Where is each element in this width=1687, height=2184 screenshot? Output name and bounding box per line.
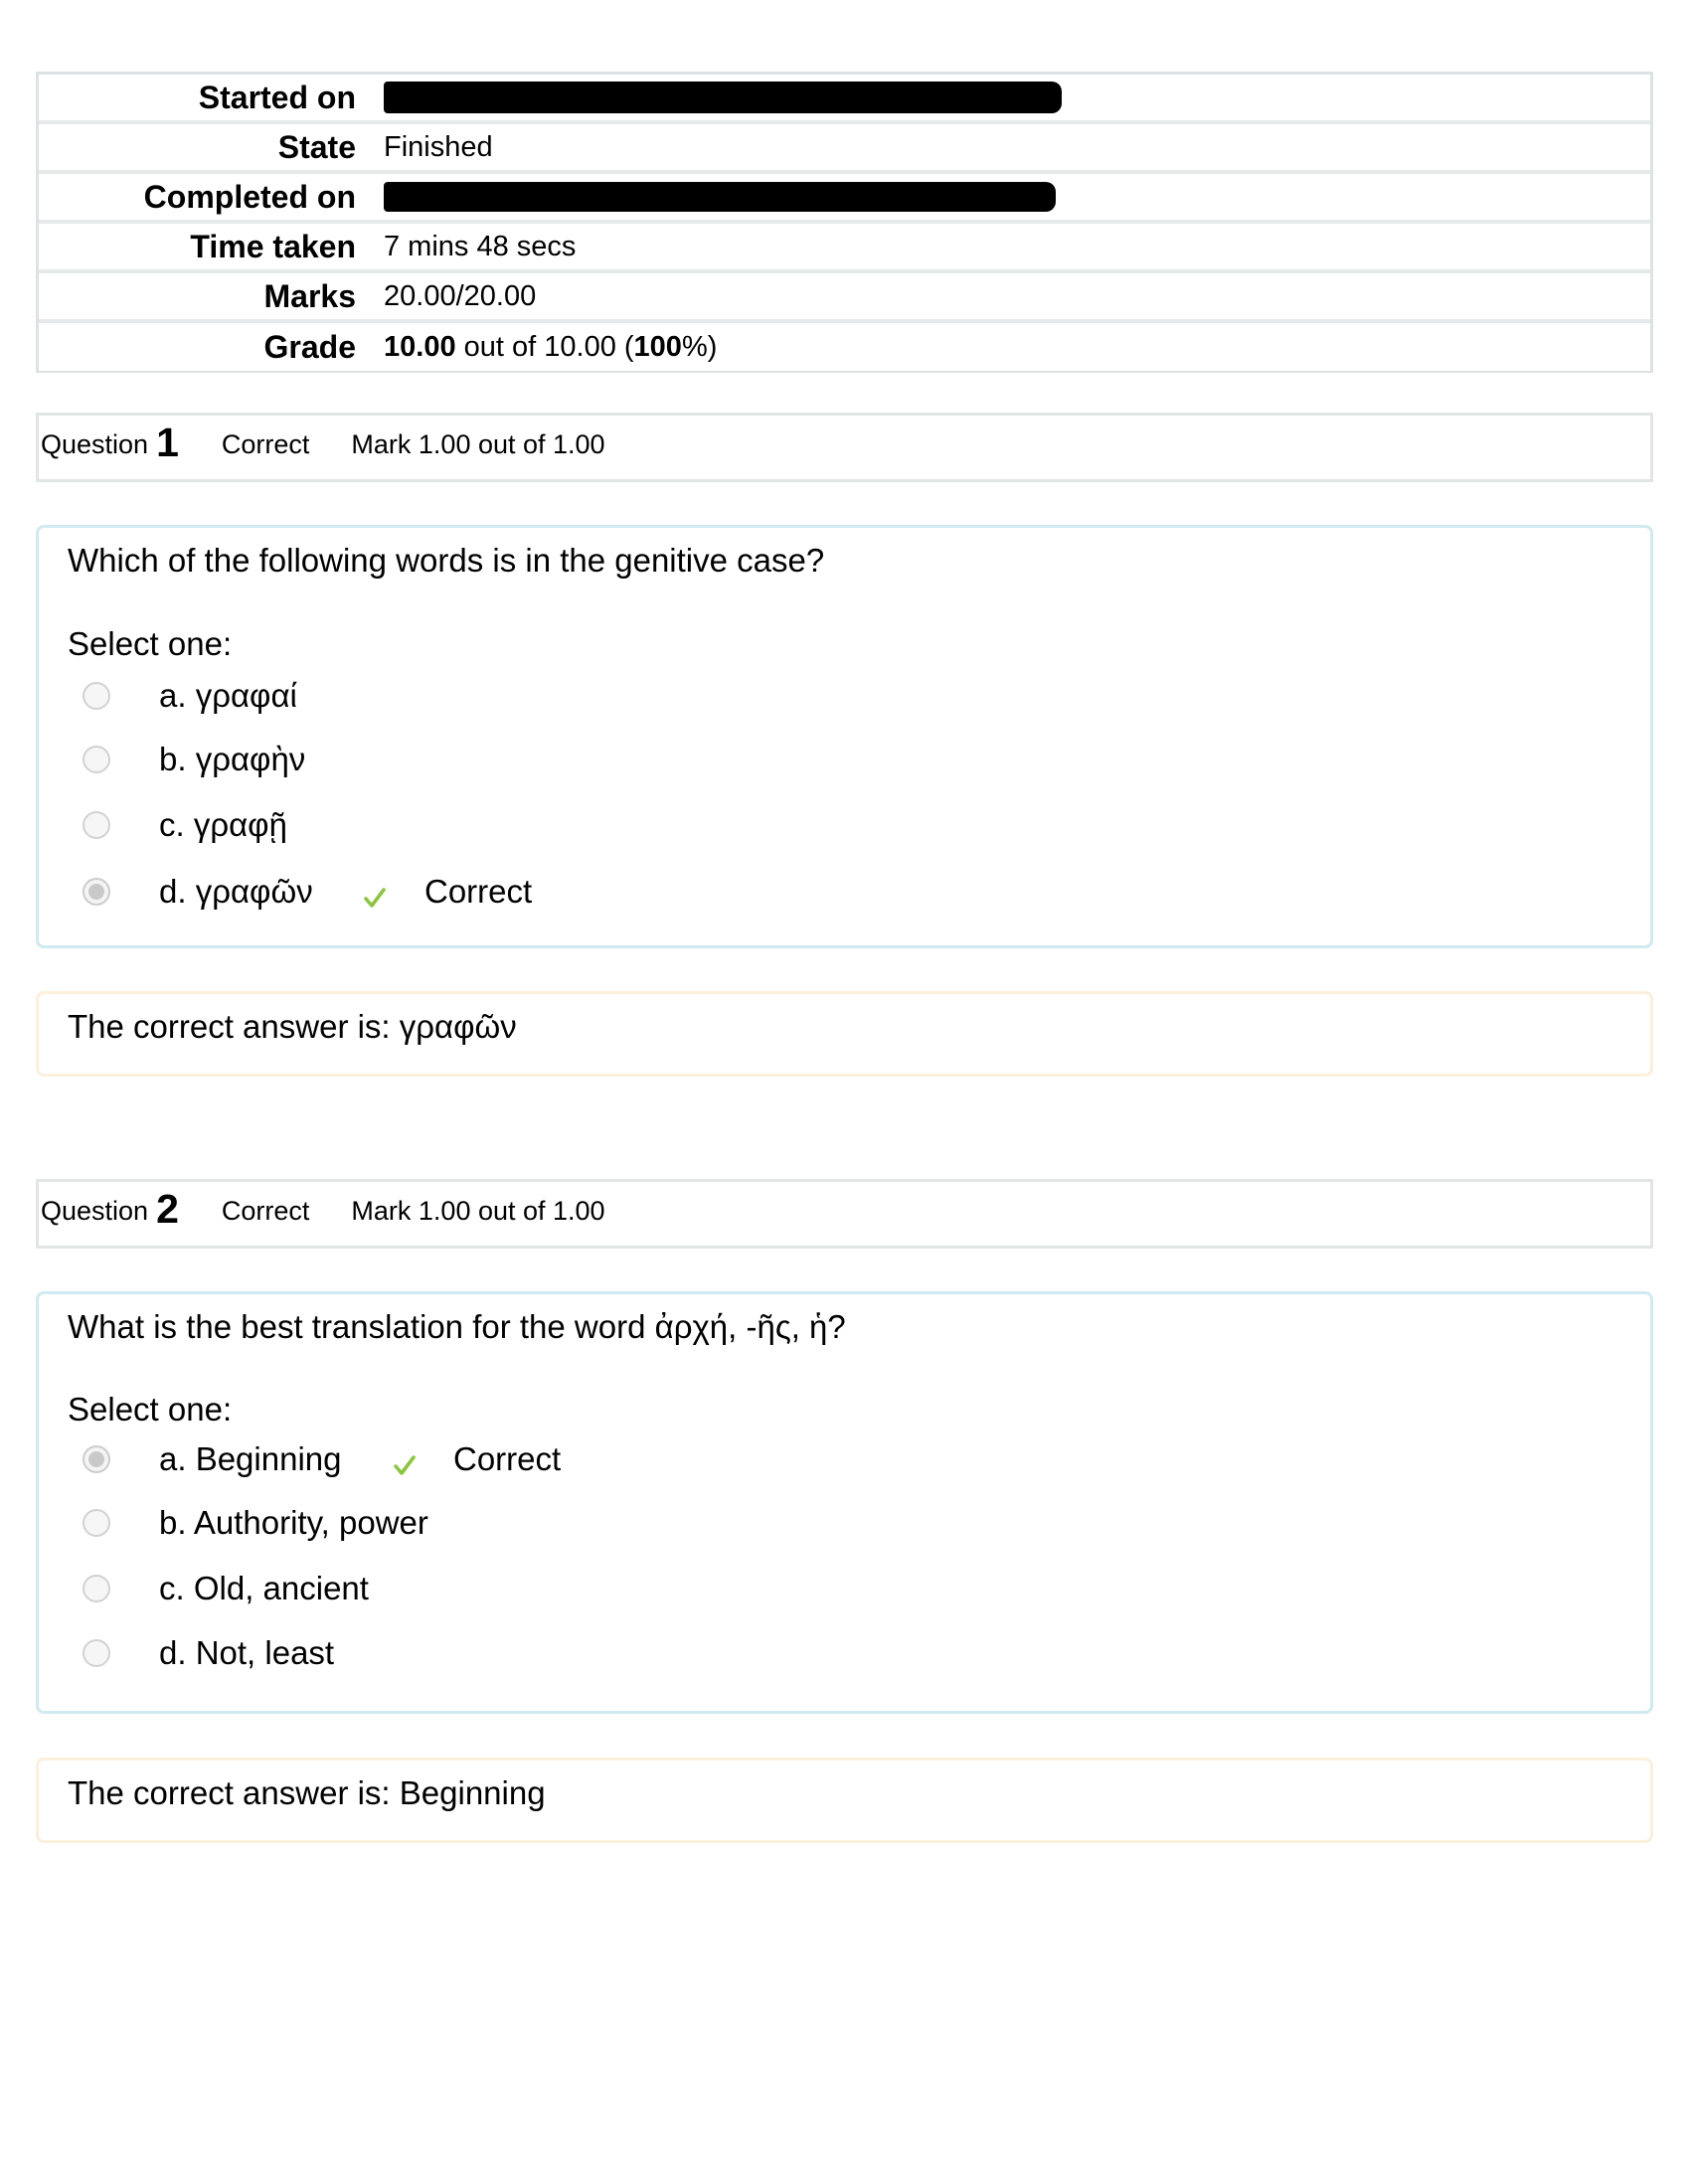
summary-row-time-taken (39, 224, 1650, 273)
correct-answer-text: The correct answer is: γραφῶν (68, 1008, 517, 1045)
radio-button[interactable] (83, 811, 110, 839)
correct-answer-box-1 (36, 991, 1653, 1077)
summary-label: Started on (198, 79, 356, 115)
question-mark: Mark 1.00 out of 1.00 (351, 428, 605, 459)
option-feedback: Correct (453, 1440, 562, 1477)
check-icon (393, 1453, 417, 1477)
summary-label: Grade (263, 328, 356, 365)
attempt-summary-table (36, 72, 1653, 373)
option-label: d. Not, least (159, 1634, 335, 1671)
summary-value: Finished (384, 130, 493, 163)
option-label: c. Old, ancient (159, 1570, 369, 1606)
select-one-label: Select one: (68, 1391, 233, 1428)
radio-button[interactable] (83, 1639, 110, 1667)
option-label: c. γραφῇ (159, 806, 287, 843)
radio-button[interactable] (83, 1575, 110, 1602)
summary-row-grade (39, 323, 1650, 371)
summary-value: 7 mins 48 secs (384, 230, 577, 262)
question-number: 1 (156, 419, 179, 465)
radio-button-checked[interactable] (83, 1445, 110, 1473)
summary-value: 10.00 out of 10.00 ( 100 %) (384, 330, 718, 363)
answer-option-d[interactable] (39, 870, 834, 914)
radio-button-checked[interactable] (83, 878, 110, 906)
option-feedback: Correct (424, 873, 533, 910)
correct-answer-text: The correct answer is: Beginning (68, 1774, 546, 1811)
option-label: a. γραφαί (159, 677, 297, 714)
redacted-value (384, 182, 1056, 212)
correct-answer-box-2 (36, 1758, 1653, 1843)
check-icon (363, 886, 387, 910)
radio-button[interactable] (83, 682, 110, 710)
question-state: Correct (221, 428, 310, 459)
question-number: 2 (156, 1185, 179, 1232)
summary-row-marks (39, 273, 1650, 323)
option-label: b. Authority, power (159, 1504, 428, 1541)
summary-label: Completed on (143, 178, 356, 215)
summary-label: State (277, 128, 356, 165)
option-label: a. Beginning (159, 1440, 342, 1477)
question-2-info: Question 2 Correct Mark 1.00 out of 1.00 (36, 1179, 1653, 1249)
summary-label: Time taken (190, 228, 356, 264)
summary-row-state (39, 124, 1650, 174)
question-mark: Mark 1.00 out of 1.00 (351, 1195, 605, 1226)
question-state: Correct (221, 1195, 310, 1226)
option-label: d. γραφῶν (159, 873, 313, 910)
question-text: Which of the following words is in the genitive case? (68, 542, 825, 579)
question-1-content (36, 525, 1653, 948)
summary-row-started-on (39, 75, 1650, 124)
radio-button[interactable] (83, 746, 110, 773)
answer-option-a[interactable] (39, 1437, 834, 1481)
radio-button[interactable] (83, 1509, 110, 1537)
question-text: What is the best translation for the word ἀρχή, -ῆς, ἡ? (68, 1308, 846, 1345)
select-one-label: Select one: (68, 625, 233, 662)
redacted-value (384, 82, 1062, 113)
summary-value: 20.00/20.00 (384, 279, 537, 312)
summary-label: Marks (263, 277, 356, 314)
question-2-content (36, 1291, 1653, 1714)
question-1-info: Question 1 Correct Mark 1.00 out of 1.00 (36, 413, 1653, 482)
summary-row-completed-on (39, 174, 1650, 224)
option-label: b. γραφὴν (159, 741, 306, 777)
